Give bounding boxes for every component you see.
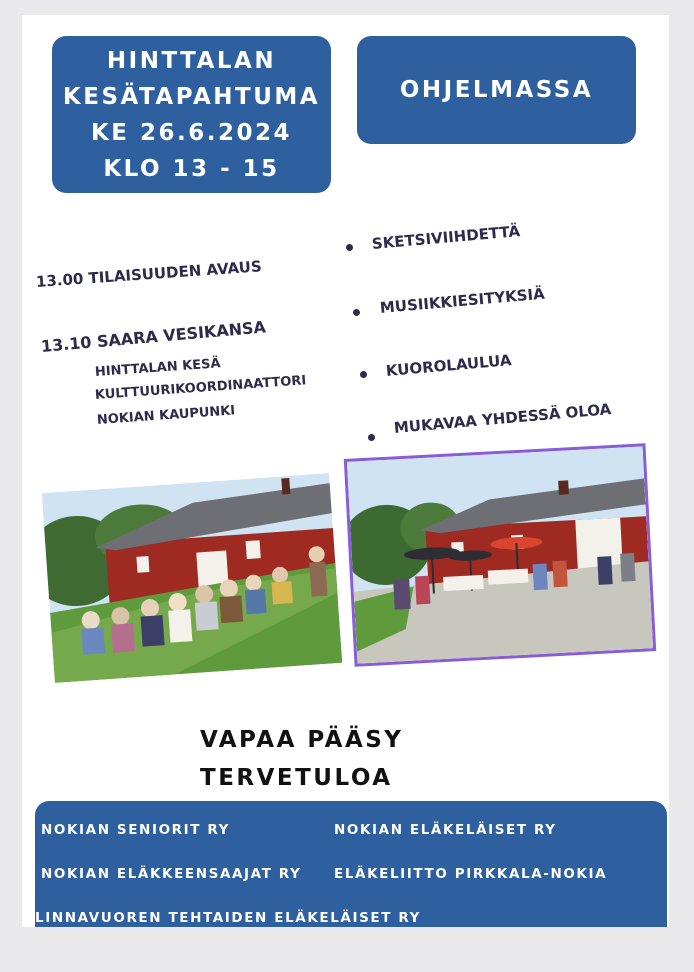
organizer-1: NOKIAN SENIORIT RY	[41, 822, 231, 838]
welcome-text: TERVETULOA	[200, 765, 393, 791]
schedule-opening: 13.00 TILAISUUDEN AVAUS	[35, 257, 263, 291]
organizer-4: ELÄKELIITTO PIRKKALA-NOKIA	[334, 866, 608, 882]
speaker-detail-2: KULTTUURIKOORDINAATTORI	[94, 373, 307, 403]
crowd-photo-illustration	[42, 473, 343, 683]
title-line-4: KLO 13 - 15	[103, 155, 280, 182]
bullet-icon	[360, 371, 367, 378]
program-item-2: MUSIIKKIESITYKSIÄ	[379, 284, 546, 317]
organizers-box	[35, 801, 667, 927]
program-item-4: MUKAVAA YHDESSÄ OLOA	[393, 400, 612, 437]
bullet-icon	[368, 434, 375, 441]
title-line-3: KE 26.6.2024	[90, 119, 293, 146]
speaker-detail-3: NOKIAN KAUPUNKI	[96, 403, 236, 428]
program-heading-box	[357, 36, 636, 144]
program-heading: OHJELMASSA	[399, 77, 594, 103]
event-photo-crowd	[42, 473, 343, 683]
bullet-icon	[346, 244, 353, 251]
speaker-detail-1: HINTTALAN KESÄ	[94, 356, 222, 380]
organizer-3: NOKIAN ELÄKKEENSAAJAT RY	[41, 866, 302, 882]
schedule-speaker: 13.10 SAARA VESIKANSA	[40, 317, 267, 356]
poster	[22, 15, 669, 927]
event-photo-courtyard	[344, 443, 656, 667]
organizer-2: NOKIAN ELÄKELÄISET RY	[334, 822, 557, 838]
free-entry-text: VAPAA PÄÄSY	[200, 727, 404, 753]
bullet-icon	[353, 309, 360, 316]
courtyard-photo-illustration	[347, 446, 653, 663]
program-item-3: KUOROLAULUA	[385, 351, 513, 380]
organizer-5: LINNAVUOREN TEHTAIDEN ELÄKELÄISET RY	[35, 910, 421, 926]
title-line-1: HINTTALAN	[106, 47, 277, 74]
title-line-2: KESÄTAPAHTUMA	[62, 83, 321, 110]
program-item-1: SKETSIVIIHDETTÄ	[371, 222, 521, 253]
event-title-box	[52, 36, 331, 193]
